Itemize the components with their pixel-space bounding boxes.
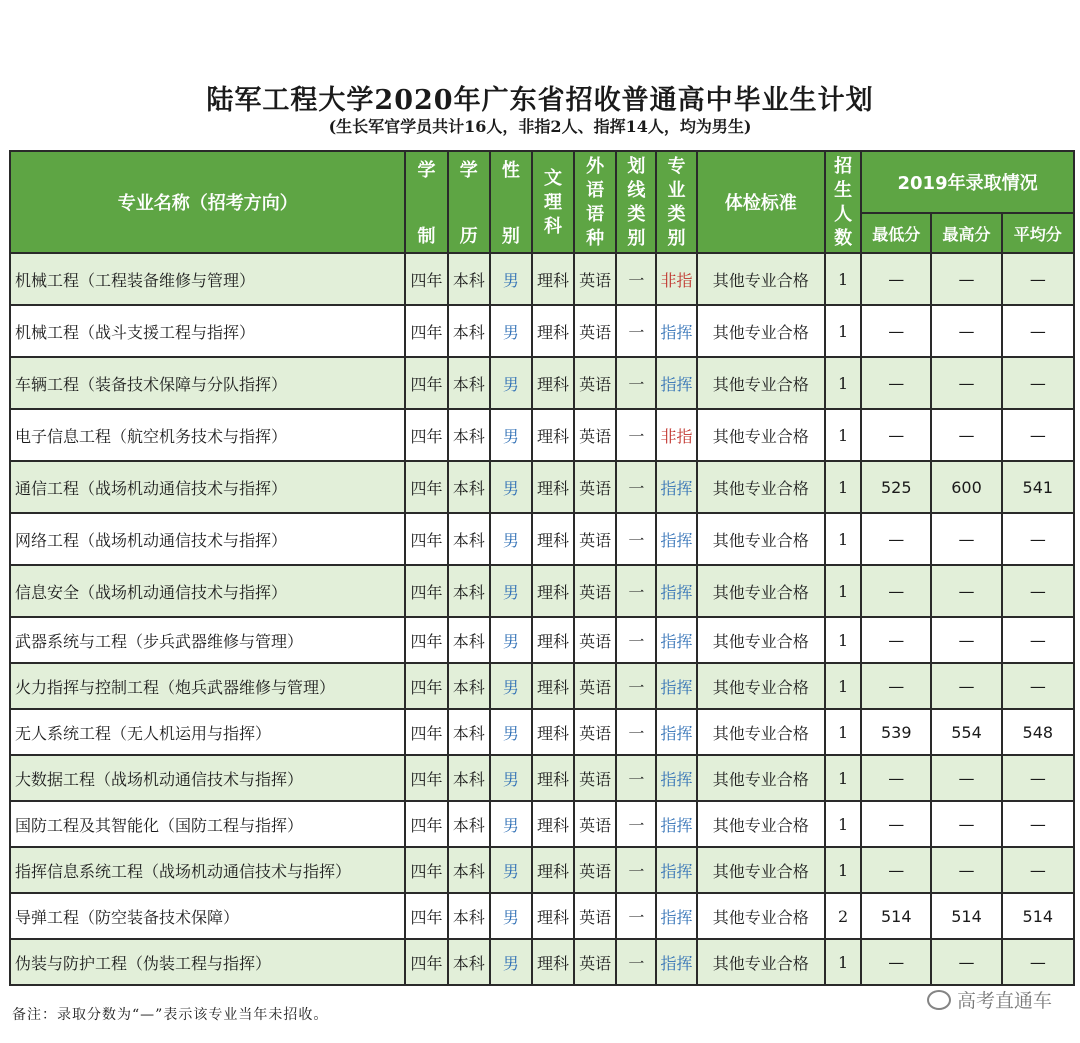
cell-duration: 四年 [405,847,447,893]
table-row [10,663,1074,709]
cell-quota: 1 [825,755,861,801]
cell-avg-score: 514 [1002,893,1074,939]
cell-major: 信息安全（战场机动通信技术与指挥） [10,565,405,617]
cell-stream: 理科 [532,893,574,939]
cell-max-score: — [931,305,1001,357]
cell-max-score: — [931,253,1001,305]
cell-major: 车辆工程（装备技术保障与分队指挥） [10,357,405,409]
cell-category: 指挥 [656,801,696,847]
cell-degree: 本科 [448,565,490,617]
cell-quota: 1 [825,357,861,409]
header-language: 外 语 语 种 [574,151,616,253]
cell-gender: 男 [490,305,532,357]
cell-avg-score: — [1002,663,1074,709]
cell-quota: 1 [825,461,861,513]
cell-duration: 四年 [405,565,447,617]
cell-degree: 本科 [448,513,490,565]
cell-category: 指挥 [656,939,696,985]
cell-gender: 男 [490,253,532,305]
cell-gender: 男 [490,663,532,709]
cell-major: 电子信息工程（航空机务技术与指挥） [10,409,405,461]
cell-max-score: — [931,513,1001,565]
cell-line-type: 一 [616,847,656,893]
cell-gender: 男 [490,847,532,893]
table-row [10,409,1074,461]
cell-category: 指挥 [656,709,696,755]
cell-min-score: — [861,357,931,409]
cell-category: 指挥 [656,847,696,893]
cell-max-score: — [931,663,1001,709]
cell-language: 英语 [574,305,616,357]
cell-physical: 其他专业合格 [697,939,825,985]
cell-stream: 理科 [532,253,574,305]
cell-max-score: — [931,357,1001,409]
watermark-text: 高考直通车 [956,990,1052,1012]
cell-stream: 理科 [532,565,574,617]
header-min-score: 最低分 [861,213,931,253]
cell-degree: 本科 [448,461,490,513]
watermark [927,986,1052,1013]
cell-avg-score: — [1002,939,1074,985]
cell-line-type: 一 [616,893,656,939]
cell-max-score: — [931,939,1001,985]
cell-line-type: 一 [616,253,656,305]
cell-language: 英语 [574,663,616,709]
cell-major: 网络工程（战场机动通信技术与指挥） [10,513,405,565]
cell-quota: 1 [825,709,861,755]
table-row [10,755,1074,801]
cell-degree: 本科 [448,253,490,305]
cell-min-score: — [861,847,931,893]
cell-gender: 男 [490,801,532,847]
cell-line-type: 一 [616,305,656,357]
cell-physical: 其他专业合格 [697,461,825,513]
cell-line-type: 一 [616,409,656,461]
cell-degree: 本科 [448,847,490,893]
page-subtitle: (生长军官学员共计16人，非指2人、指挥14人，均为男生) [328,117,752,136]
cell-line-type: 一 [616,617,656,663]
cell-duration: 四年 [405,305,447,357]
table-row [10,565,1074,617]
cell-avg-score: — [1002,617,1074,663]
cell-stream: 理科 [532,513,574,565]
cell-category: 指挥 [656,461,696,513]
cell-avg-score: — [1002,409,1074,461]
cell-min-score: — [861,409,931,461]
cell-avg-score: — [1002,357,1074,409]
cell-degree: 本科 [448,409,490,461]
cell-category: 指挥 [656,305,696,357]
table-row [10,513,1074,565]
cell-physical: 其他专业合格 [697,565,825,617]
cell-major: 国防工程及其智能化（国防工程与指挥） [10,801,405,847]
table-row [10,847,1074,893]
cell-language: 英语 [574,617,616,663]
table-row [10,461,1074,513]
cell-physical: 其他专业合格 [697,253,825,305]
cell-line-type: 一 [616,663,656,709]
cell-duration: 四年 [405,461,447,513]
cell-physical: 其他专业合格 [697,663,825,709]
cell-category: 指挥 [656,663,696,709]
cell-physical: 其他专业合格 [697,893,825,939]
cell-language: 英语 [574,801,616,847]
cell-stream: 理科 [532,409,574,461]
cell-degree: 本科 [448,357,490,409]
cell-degree: 本科 [448,617,490,663]
cell-duration: 四年 [405,513,447,565]
cell-max-score: — [931,801,1001,847]
cell-max-score: — [931,847,1001,893]
header-admission-2019: 2019年录取情况 [861,151,1074,213]
cell-min-score: — [861,617,931,663]
cell-physical: 其他专业合格 [697,357,825,409]
cell-max-score: 600 [931,461,1001,513]
cell-gender: 男 [490,513,532,565]
header-stream: 文 理 科 [532,151,574,253]
cell-language: 英语 [574,513,616,565]
cell-quota: 1 [825,663,861,709]
cell-degree: 本科 [448,709,490,755]
table-row [10,709,1074,755]
cell-min-score: 514 [861,893,931,939]
cell-language: 英语 [574,357,616,409]
cell-physical: 其他专业合格 [697,709,825,755]
cell-language: 英语 [574,847,616,893]
cell-duration: 四年 [405,801,447,847]
cell-max-score: — [931,565,1001,617]
header-max-score: 最高分 [931,213,1001,253]
cell-avg-score: — [1002,513,1074,565]
cell-quota: 1 [825,409,861,461]
cell-category: 非指 [656,253,696,305]
cell-stream: 理科 [532,801,574,847]
header-quota: 招 生 人 数 [825,151,861,253]
cell-gender: 男 [490,893,532,939]
cell-language: 英语 [574,409,616,461]
cell-avg-score: — [1002,305,1074,357]
cell-quota: 2 [825,893,861,939]
cell-major: 武器系统与工程（步兵武器维修与管理） [10,617,405,663]
cell-major: 无人系统工程（无人机运用与指挥） [10,709,405,755]
table-row [10,253,1074,305]
footnote: 备注：录取分数为“—”表示该专业当年未招收。 [12,1007,329,1023]
cell-stream: 理科 [532,461,574,513]
cell-major: 火力指挥与控制工程（炮兵武器维修与管理） [10,663,405,709]
cell-category: 非指 [656,409,696,461]
cell-gender: 男 [490,709,532,755]
table-row [10,801,1074,847]
cell-degree: 本科 [448,939,490,985]
cell-avg-score: — [1002,801,1074,847]
cell-duration: 四年 [405,409,447,461]
cell-avg-score: — [1002,847,1074,893]
cell-language: 英语 [574,939,616,985]
cell-language: 英语 [574,893,616,939]
cell-line-type: 一 [616,755,656,801]
cell-max-score: 514 [931,893,1001,939]
cell-min-score: — [861,305,931,357]
cell-major: 机械工程（战斗支援工程与指挥） [10,305,405,357]
cell-min-score: — [861,939,931,985]
cell-physical: 其他专业合格 [697,617,825,663]
cell-gender: 男 [490,939,532,985]
cell-gender: 男 [490,617,532,663]
cell-max-score: — [931,409,1001,461]
cell-language: 英语 [574,565,616,617]
cell-max-score: — [931,617,1001,663]
cell-line-type: 一 [616,801,656,847]
cell-major: 大数据工程（战场机动通信技术与指挥） [10,755,405,801]
cell-degree: 本科 [448,893,490,939]
header-duration: 学 制 [405,151,447,253]
cell-major: 导弹工程（防空装备技术保障） [10,893,405,939]
cell-quota: 1 [825,847,861,893]
cell-physical: 其他专业合格 [697,513,825,565]
cell-degree: 本科 [448,801,490,847]
cell-stream: 理科 [532,305,574,357]
cell-physical: 其他专业合格 [697,847,825,893]
cell-category: 指挥 [656,893,696,939]
cell-category: 指挥 [656,565,696,617]
table-row [10,939,1074,985]
cell-major: 通信工程（战场机动通信技术与指挥） [10,461,405,513]
cell-gender: 男 [490,357,532,409]
cell-min-score: — [861,755,931,801]
table-row [10,617,1074,663]
header-avg-score: 平均分 [1002,213,1074,253]
cell-gender: 男 [490,461,532,513]
header-major: 专业名称（招考方向） [10,151,405,253]
cell-line-type: 一 [616,357,656,409]
cell-min-score: — [861,253,931,305]
cell-avg-score: — [1002,253,1074,305]
cell-line-type: 一 [616,939,656,985]
cell-language: 英语 [574,755,616,801]
cell-stream: 理科 [532,939,574,985]
header-physical: 体检标准 [697,151,825,253]
cell-min-score: — [861,801,931,847]
table-row [10,357,1074,409]
page-title: 陆军工程大学2020年广东省招收普通高中毕业生计划 [206,85,874,116]
cell-duration: 四年 [405,709,447,755]
cell-line-type: 一 [616,513,656,565]
cell-language: 英语 [574,253,616,305]
cell-duration: 四年 [405,357,447,409]
cell-min-score: 539 [861,709,931,755]
cell-avg-score: 541 [1002,461,1074,513]
cell-duration: 四年 [405,253,447,305]
cell-stream: 理科 [532,617,574,663]
cell-avg-score: — [1002,755,1074,801]
cell-min-score: — [861,663,931,709]
cell-avg-score: 548 [1002,709,1074,755]
cell-language: 英语 [574,709,616,755]
chat-bubble-icon [927,990,951,1010]
header-category: 专 业 类 别 [656,151,696,253]
cell-line-type: 一 [616,709,656,755]
cell-physical: 其他专业合格 [697,305,825,357]
cell-degree: 本科 [448,305,490,357]
header-gender: 性 别 [490,151,532,253]
cell-category: 指挥 [656,617,696,663]
cell-major: 伪装与防护工程（伪装工程与指挥） [10,939,405,985]
cell-duration: 四年 [405,939,447,985]
cell-quota: 1 [825,939,861,985]
cell-physical: 其他专业合格 [697,409,825,461]
table-body [10,253,1074,985]
cell-quota: 1 [825,565,861,617]
cell-major: 指挥信息系统工程（战场机动通信技术与指挥） [10,847,405,893]
cell-gender: 男 [490,565,532,617]
cell-degree: 本科 [448,755,490,801]
cell-duration: 四年 [405,755,447,801]
cell-quota: 1 [825,801,861,847]
table-row [10,305,1074,357]
cell-category: 指挥 [656,357,696,409]
cell-stream: 理科 [532,663,574,709]
cell-line-type: 一 [616,565,656,617]
cell-duration: 四年 [405,893,447,939]
cell-min-score: — [861,565,931,617]
cell-stream: 理科 [532,755,574,801]
cell-stream: 理科 [532,709,574,755]
cell-quota: 1 [825,305,861,357]
cell-physical: 其他专业合格 [697,755,825,801]
cell-quota: 1 [825,513,861,565]
cell-category: 指挥 [656,513,696,565]
header-degree: 学 历 [448,151,490,253]
cell-degree: 本科 [448,663,490,709]
cell-language: 英语 [574,461,616,513]
cell-max-score: — [931,755,1001,801]
cell-quota: 1 [825,617,861,663]
cell-physical: 其他专业合格 [697,801,825,847]
cell-stream: 理科 [532,847,574,893]
cell-avg-score: — [1002,565,1074,617]
cell-quota: 1 [825,253,861,305]
cell-major: 机械工程（工程装备维修与管理） [10,253,405,305]
cell-duration: 四年 [405,663,447,709]
cell-gender: 男 [490,409,532,461]
cell-line-type: 一 [616,461,656,513]
enrollment-plan-table [9,150,1075,986]
cell-gender: 男 [490,755,532,801]
cell-min-score: 525 [861,461,931,513]
table-row [10,893,1074,939]
cell-stream: 理科 [532,357,574,409]
cell-min-score: — [861,513,931,565]
cell-duration: 四年 [405,617,447,663]
cell-category: 指挥 [656,755,696,801]
header-line-type: 划 线 类 别 [616,151,656,253]
cell-max-score: 554 [931,709,1001,755]
